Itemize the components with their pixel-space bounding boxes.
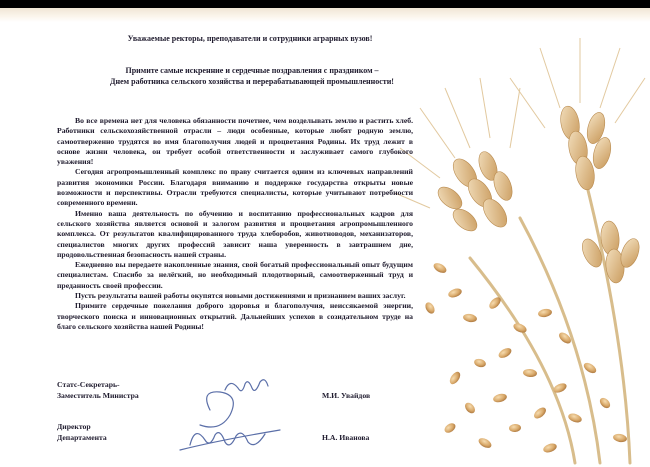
paragraph: Именно ваша деятельность по обучению и воспитанию профессиональных кадров для сельского хозяйства является основой и залогом развития и процветания агропромышленного комплекса. От результатов квалифицированного труда хлеборобов, животноводов, механизаторов, специалистов многих других профессий зависит наша уверенность в завтрашнем дне, продовольственная безопасность нашей страны.	[57, 208, 413, 259]
signatory-title-line: Директор	[57, 422, 91, 431]
congratulation-intro	[62, 65, 442, 87]
signatory-name: Н.А. Иванова	[322, 433, 370, 442]
paragraph: Примите сердечные пожелания доброго здоровья и благополучия, неиссякаемой энергии, творческого поиска и инновационных открытий. Дальнейших успехов в созидательном труде на благо сельского хозяйства нашей Родины!	[57, 301, 413, 331]
intro-line: Днем работника сельского хозяйства и перерабатывающей промышленности!	[110, 77, 394, 86]
signatory-title-line: Департамента	[57, 432, 107, 442]
handwritten-signature	[170, 370, 290, 460]
letter-sheet	[0, 8, 650, 467]
paragraph: Пусть результаты вашей работы окупятся новыми достижениями и признанием ваших заслуг.	[75, 291, 406, 301]
greeting-heading: Уважаемые ректоры, преподаватели и сотрудники аграрных вузов!	[127, 34, 373, 43]
intro-line: Примите самые искренние и сердечные поздравления с праздником –	[125, 66, 379, 75]
signatory-title	[57, 380, 139, 401]
signatory-title	[57, 422, 107, 443]
signatory-name: М.И. Увайдов	[322, 391, 371, 400]
paragraph: Во все времена нет для человека обязанности почетнее, чем возделывать землю и растить хлеб. Работники сельскохозяйственной отрасли – люди особенные, которые любят родную землю, самоотверженно трудятся во имя благополучия людей и процветания Родины. Их труд лежит в основе жизни человека, он требует особой ответственности и заслуживает самого глубокого уважения!	[57, 116, 413, 167]
signatory-title-line: Статс-Секретарь-	[57, 380, 120, 389]
signatory-title-line: Заместитель Министра	[57, 390, 139, 400]
letter-body	[57, 116, 413, 332]
paragraph: Сегодня агропромышленный комплекс по праву считается одним из ключевых направлений развития экономики России. Благодаря вниманию и поддержке государства открыты новые возможности и перспективы. Отрасли требуются специалисты, которые учитывают потребности современного времени.	[57, 167, 413, 208]
paragraph: Ежедневно вы передаете накопленные знания, свой богатый профессиональный опыт будущим специалистам. Спасибо за нелёгкий, но необходимый плодотворный, самоотверженный труд и преданность своей профессии.	[57, 260, 413, 290]
